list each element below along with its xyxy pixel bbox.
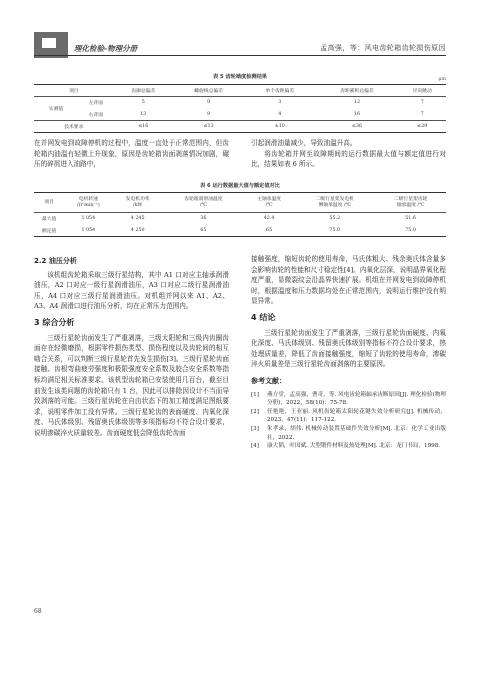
table-cell: 9 (207, 111, 211, 117)
table5-header-cell: 单个齿距偏差 (244, 85, 315, 97)
reference-number: [1] (251, 391, 259, 398)
table5-header-row (34, 85, 446, 97)
section-heading: 2.2 油压分析 (34, 257, 77, 265)
table-cell: 5 (141, 100, 145, 106)
table-row (34, 97, 446, 109)
table-cell: ≤29 (398, 121, 446, 133)
paragraph: 接触强度，缩短齿轮的使用寿命，马氏体粗大、残余奥氏体含量多会影响齿轮的性能和尺寸稳定性[4]。内氧化层深，说明晶界氧化程度严重，显微裂纹会沿晶界快速扩展。机组在并网发电到故障停机时，根据温度和压力数据均处在正常范围内，说明运行维护没有明显异常。 (251, 255, 446, 306)
reference-text: 燕方堂，孟高强，曹奇，等. 风电齿轮箱轴承齿断原因[J]. 理化检验(物理分册)，2022，58(10)：75-78. (267, 391, 446, 407)
table6-header-cell: 电机转速 /(r·min⁻¹) (64, 193, 112, 213)
paragraph: 三级行星轮齿面发生了严重剥落，三级行星轮齿面硬度、内氧化深度、马氏体级别、残留奥氏体级别等指标不符合设计要求，热处理质量差，降低了齿面接触强度，缩短了齿轮的使用寿命，渗碳淬火质量差是三级行星轮齿面剥落的主要原因。 (251, 328, 446, 369)
table6-header-cell: 二级行星架发电机 侧轴承温度 /℃ (294, 193, 375, 213)
header-rule (34, 55, 446, 56)
right-column (251, 254, 446, 451)
table-row (34, 213, 446, 225)
table6-header-cell: 二级行星架齿轮 轴承温度 /℃ (375, 193, 446, 213)
page-number: 68 (34, 608, 42, 615)
table6-header-cell: 项目 (34, 193, 64, 213)
table-cell: 12 (353, 100, 360, 106)
table-cell: ±10 (244, 121, 315, 133)
table-cell: 65 (244, 225, 295, 237)
table-cell: 右背面 (88, 112, 104, 118)
section-heading: 4 结论 (251, 312, 276, 322)
section-heading: 3 综合分析 (34, 317, 75, 327)
table-cell: 7 (420, 111, 424, 117)
reference-item (251, 442, 446, 451)
reference-item (251, 391, 446, 408)
paragraph: 三级行星轮齿面发生了严重剥落，三级太阳轮和三级内齿圈齿面存在轻微磨损，根据零件损伤类型、损伤程度以及齿轮间的相互啮合关系，可以判断三级行星轮首先发生损伤[3]。三级行星轮齿面接触、齿根弯曲疲劳强度和极限强度安全系数及胶合安全系数等指标均满足相关标准要求。该机型齿轮箱已安装使用几百台，截至目前发生该类问题的齿轮箱只有 1 台，因此可以排除因设计不当而导致剥落的可能。三级行星齿轮在自由状态下的加工精度满足图纸要求，说明零件加工没有异常。三级行星轮齿的表面硬度、内氧化深度、马氏体级别、残留奥氏体级别等多项指标均不符合设计要求，说明渗碳淬火质量较差。齿面硬度低会降低齿轮齿面 (34, 333, 229, 437)
paragraph: 该机组齿轮箱采取三级行星结构，其中 A1 口对应主轴承润滑油压，A2 口对应一级行星润滑油压，A3 口对应二级行星润滑油压，A4 口对应三级行星润滑油压。对机组并网以来 A1、A2、A3、A4 润滑口进行油压分析，均在正常压力范围内。 (34, 270, 229, 311)
paragraph: 将齿轮箱并网至故障期间的运行数据最大值与额定值进行对比，结果如表 6 所示。 (251, 149, 446, 169)
reference-number: [3] (251, 425, 259, 432)
table5 (34, 84, 446, 133)
table-row (34, 109, 446, 121)
running-title: 孟高强，等：风电齿轮箱齿轮损伤原因 (320, 44, 446, 52)
journal-name: 理化检验-物理分册 (74, 44, 138, 53)
table-cell: 55.2 (329, 216, 341, 222)
table6-caption: 表 6 运行数据最大值与额定值对比 (200, 183, 280, 189)
table5-unit: μm (438, 77, 446, 82)
table-cell: 4 250 (112, 225, 163, 237)
table-cell: 51.6 (405, 216, 416, 222)
reference-number: [4] (251, 443, 259, 450)
table-cell: 最大值 (41, 217, 57, 223)
paragraph: 引起润滑油量减少，导致油温升高。 (251, 139, 357, 147)
table-cell: 13 (140, 111, 147, 117)
table-cell: 42.4 (263, 216, 275, 222)
table-cell: ≤36 (315, 121, 398, 133)
table-cell: 1 054 (64, 225, 112, 237)
table6-header-cell: 主轴承温度 /℃ (244, 193, 295, 213)
reference-number: [2] (251, 408, 259, 415)
reference-text: 康大韬，叶国斌. 大型锻件材料及热处理[M]. 北京：龙门书局，1998. (267, 443, 441, 450)
table-cell: 3 (278, 100, 282, 106)
table5-header-cell: 螺旋线总偏差 (173, 85, 244, 97)
table6-header-cell: 齿轮箱润滑油温度 /℃ (163, 193, 244, 213)
page-header (34, 36, 446, 58)
table-cell: 7 (420, 100, 424, 106)
references-heading: 参考文献： (251, 376, 286, 385)
table5-header-item: 项目 (34, 85, 114, 97)
left-top-text (34, 138, 229, 170)
reference-item (251, 408, 446, 425)
table-row (34, 121, 446, 133)
table5-header-cell: 齿距累积总偏差 (315, 85, 398, 97)
table6 (34, 192, 446, 237)
table-cell: 左背面 (88, 101, 104, 107)
table-cell: 额定值 (34, 225, 64, 237)
table-cell: 36 (200, 216, 207, 222)
table-cell: ≤16 (114, 121, 173, 133)
table-cell: 9 (207, 100, 211, 106)
table6-header-cell: 发电机功率 /kW (112, 193, 163, 213)
right-top-text (251, 138, 446, 170)
table5-header-cell: 径向跳动 (398, 85, 446, 97)
table5-req-label: 技术要求 (34, 121, 114, 133)
table-cell: 1 054 (81, 216, 96, 222)
table5-header-cell: 齿廓总偏差 (114, 85, 173, 97)
table-cell: 75.0 (294, 225, 375, 237)
reference-text: 任艳艳，王亚丽. 风机齿轮箱太阳轮花键失效分析研究[J]. 机械传动，2023，47(11)：117-122. (267, 408, 446, 424)
table5-caption: 表 5 齿轮啮度检测结果 (213, 74, 267, 80)
reference-item (251, 425, 446, 442)
table-cell: 16 (353, 111, 360, 117)
table-row (34, 225, 446, 237)
paragraph: 在并网发电到故障停机的过程中，温度一直处于正常范围内，但齿轮箱内油温有轻微上升现象，原因是齿轮箱齿面剥落情况加剧，碾压的碎屑进入油路中， (34, 139, 229, 169)
table5-group-label: 实测值 (48, 107, 64, 112)
table-cell: 4 (278, 111, 282, 117)
reference-text: 朱孝录，胡伟. 机械传动装置基础件失效分析[M]. 北京：化学工业出版社，2022. (267, 425, 446, 441)
left-column (34, 252, 229, 439)
table-cell: 65 (163, 225, 244, 237)
table6-header-row (34, 193, 446, 213)
table-cell: 4 245 (130, 216, 145, 222)
table-cell: 75.0 (375, 225, 446, 237)
table-cell: ≤13 (173, 121, 244, 133)
